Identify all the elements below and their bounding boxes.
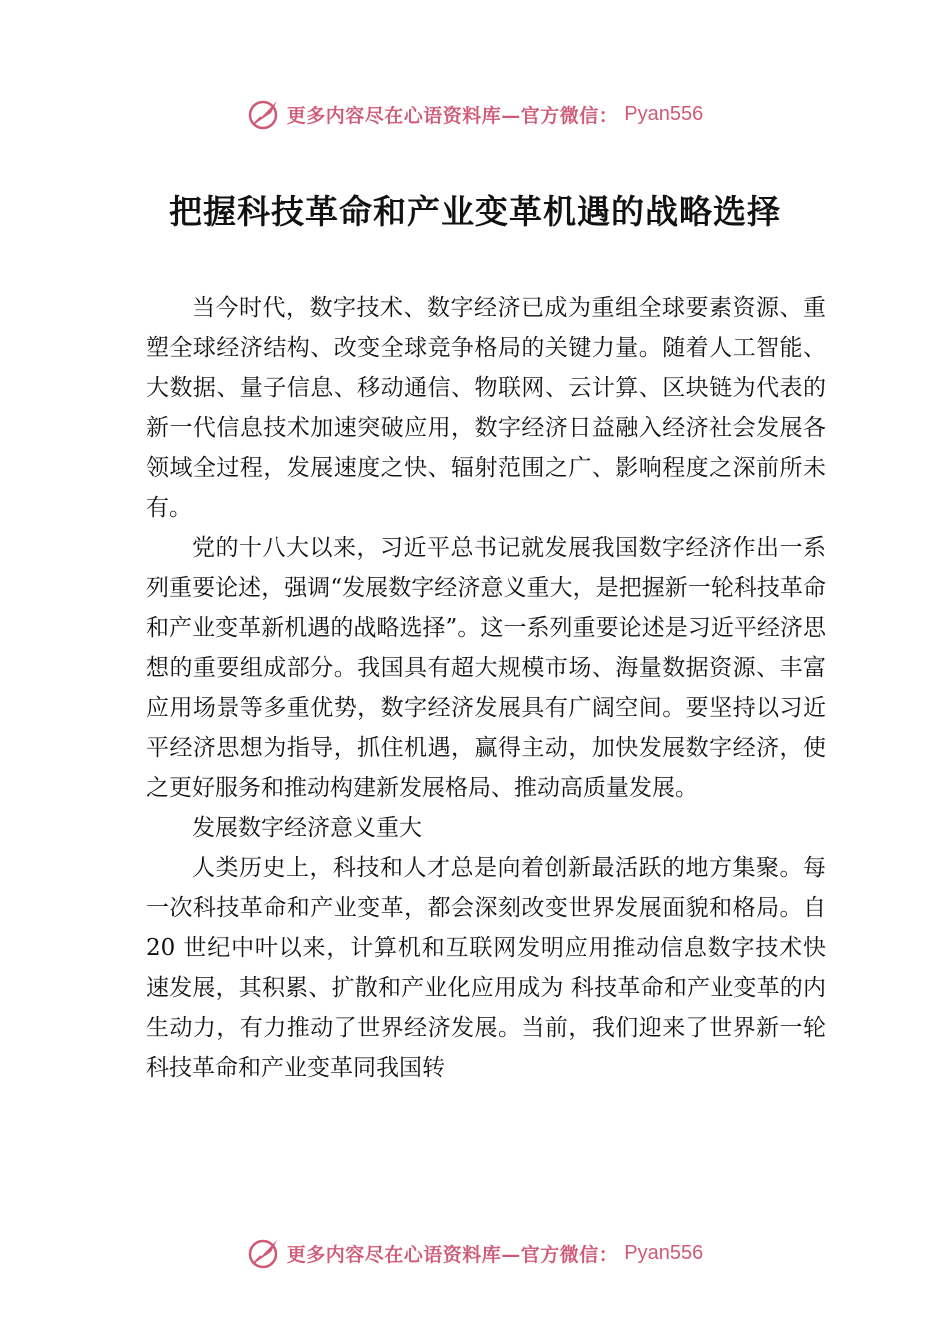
paragraph: 当今时代，数字技术、数字经济已成为重组全球要素资源、重塑全球经济结构、改变全球竞争格局的关键力量。随着人工智能、大数据、量子信息、移动通信、物联网、云计算、区块链为代表的新一代信息技术加速突破应用，数字经济日益融入经济社会发展各领域全过程，发展速度之快、辐射范围之广、影响程度之深前所未有。 <box>146 295 826 521</box>
watermark-text: 更多内容尽在心语资料库—官方微信： <box>286 104 619 127</box>
header-watermark <box>0 94 950 134</box>
wechat-id: Pyan556 <box>624 1241 704 1264</box>
page-title: 把握科技革命和产业变革机遇的战略选择 <box>169 192 781 231</box>
watermark-text: 更多内容尽在心语资料库—官方微信： <box>286 1243 619 1266</box>
document-body <box>146 288 826 1088</box>
quill-logo-icon <box>247 97 281 131</box>
section-heading: 发展数字经济意义重大 <box>192 815 422 841</box>
footer-watermark <box>0 1233 950 1273</box>
paragraph: 党的十八大以来，习近平总书记就发展我国数字经济作出一系列重要论述，强调“发展数字经济意义重大，是把握新一轮科技革命和产业变革新机遇的战略选择”。这一系列重要论述是习近平经济思想的重要组成部分。我国具有超大规模市场、海量数据资源、丰富应用场景等多重优势，数字经济发展具有广阔空间。要坚持以习近平经济思想为指导，抓住机遇，赢得主动，加快发展数字经济，使之更好服务和推动构建新发展格局、推动高质量发展。 <box>146 535 826 801</box>
quill-logo-icon <box>247 1236 281 1270</box>
paragraph: 人类历史上，科技和人才总是向着创新最活跃的地方集聚。每一次科技革命和产业变革，都会深刻改变世界发展面貌和格局。自 20 世纪中叶以来，计算机和互联网发明应用推动信息数字技术快速发展，其积累、扩散和产业化应用成为 科技革命和产业变革的内生动力，有力推动了世界经济发展。当前，我们迎来了世界新一轮科技革命和产业变革同我国转 <box>146 855 826 1081</box>
wechat-id: Pyan556 <box>624 102 704 125</box>
